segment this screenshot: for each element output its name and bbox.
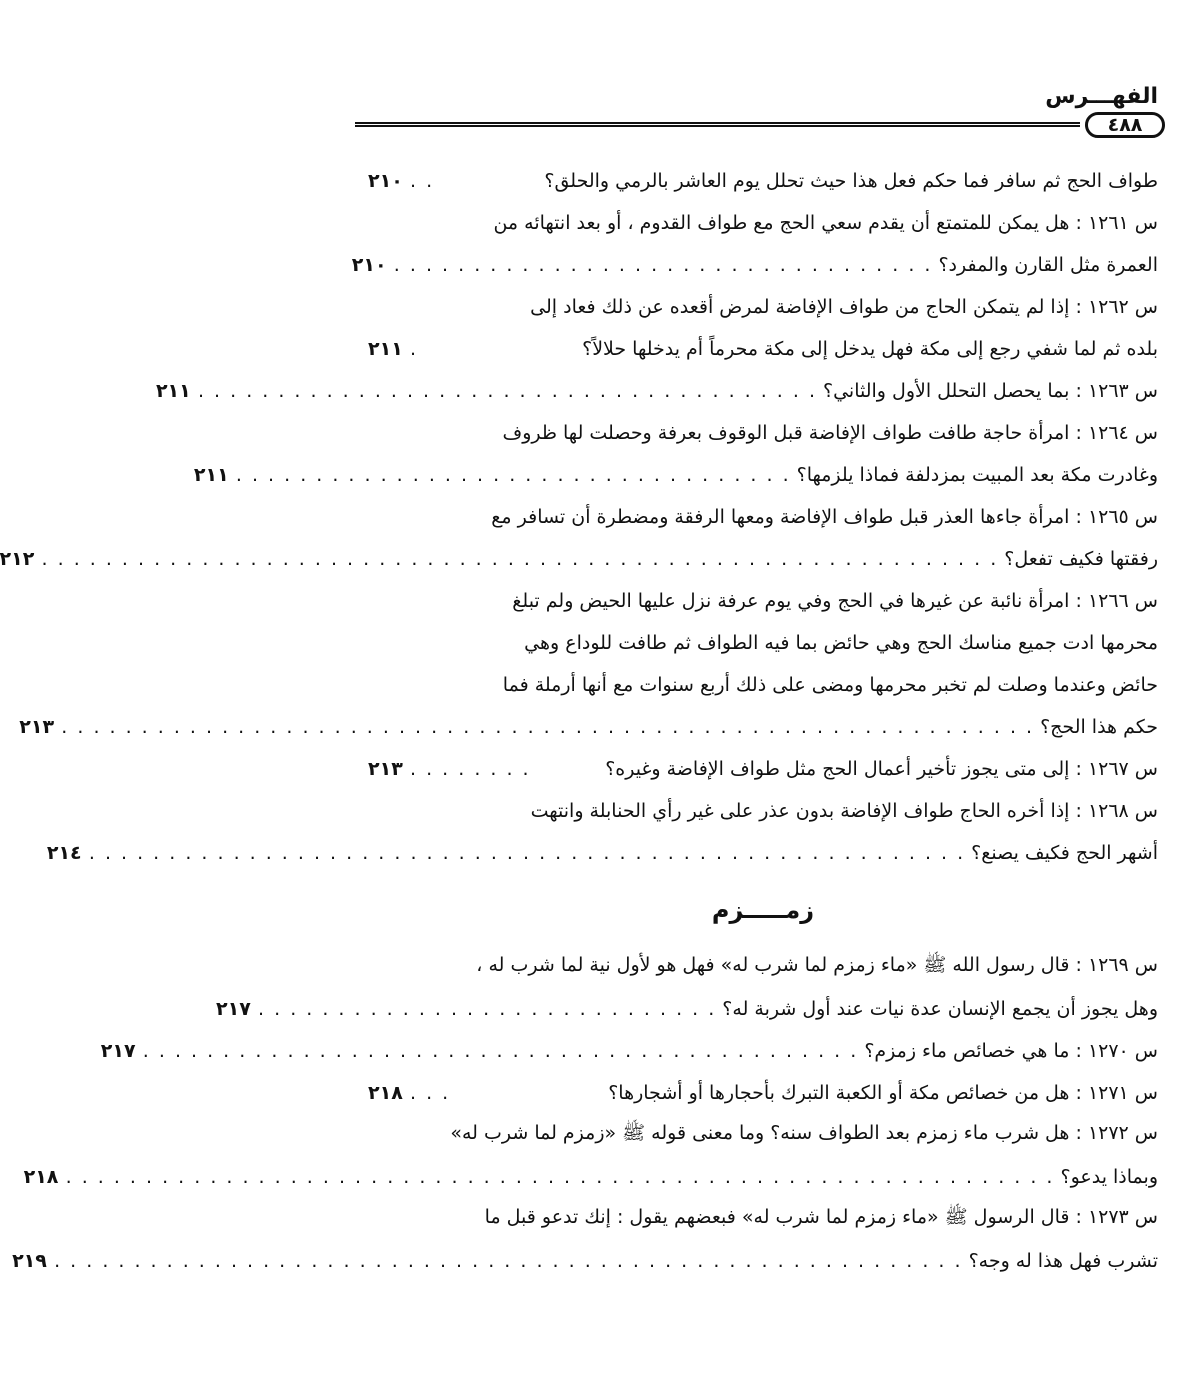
index-entry-line [368,412,1158,454]
section-title-zamzam: زمـــــزم [711,896,815,924]
dot-leader: . . . . . . . . . . . . . . . . . . . . . . . . . . . . . . . . . . . . . . . . . . . . . . . . . . . . . . . . . [54,1250,963,1272]
index-entry-text: س ١٢٦٤ : امرأة حاجة طافت طواف الإفاضة قبل الوقوف بعرفة وحصلت لها ظروف [502,422,1158,444]
index-entry-line [368,496,1158,538]
index-entry-text: وغادرت مكة بعد المبيت بمزدلفة فماذا يلزمها؟ [796,464,1158,486]
index-entry-line [368,286,1158,328]
index-entry-line [0,538,1158,580]
index-entry-text: س ١٢٧١ : هل من خصائص مكة أو الكعبة التبرك بأحجارها أو أشجارها؟ [608,1082,1158,1104]
index-entry-page-number: ٢١٧ [216,998,251,1020]
index-entry-line [368,160,1158,202]
index-entry-text: بلده ثم لما شفي رجع إلى مكة فهل يدخل إلى مكة محرماً أم يدخلها حلالاً؟ [582,338,1158,360]
index-entry-line [368,1198,1158,1240]
index-entry-text: العمرة مثل القارن والمفرد؟ [938,254,1158,276]
index-entry-text: س ١٢٦٢ : إذا لم يتمكن الحاج من طواف الإفاضة لمرض أقعده عن ذلك فعاد إلى [530,296,1158,318]
index-entry-line [12,1240,1158,1282]
index-entry-page-number: ٢١٣ [368,758,403,780]
running-header-title: الفهـــرس [1045,84,1158,109]
index-entry-page-number: ٢١٠ [368,170,403,192]
index-entry-text: س ١٢٦٩ : قال رسول الله ﷺ «ماء زمزم لما شرب له» فهل هو لأول نية لما شرب له ، [476,954,1158,976]
index-entry-page-number: ٢١٩ [12,1250,47,1272]
index-entry-page-number: ٢١٨ [23,1166,59,1188]
index-entry-line [368,748,1158,790]
dot-leader: . . . . . . . . [410,758,531,780]
index-entry-line [351,244,1158,286]
header-double-rule [355,122,1080,127]
index-block-hajj [0,160,1158,874]
index-entry-text: س ١٢٦١ : هل يمكن للمتمتع أن يقدم سعي الحج مع طواف القدوم ، أو بعد انتهائه من [493,212,1158,234]
index-entry-page-number: ٢١١ [368,338,403,360]
index-entry-text: تشرب فهل هذا له وجه؟ [968,1250,1158,1272]
index-entry-page-number: ٢١٢ [0,548,35,570]
index-entry-line [216,988,1158,1030]
index-entry-text: س ١٢٦٥ : امرأة جاءها العذر قبل طواف الإفاضة ومعها الرفقة ومضطرة أن تسافر مع [491,506,1158,528]
index-entry-line [100,1030,1158,1072]
dot-leader: . . [410,170,435,192]
index-entry-text: وبماذا يدعو؟ [1060,1166,1158,1188]
index-entry-page-number: ٢١٤ [46,842,82,864]
index-entry-text: س ١٢٧٣ : قال الرسول ﷺ «ماء زمزم لما شرب له» فبعضهم يقول : إنك تدعو قبل ما [484,1206,1158,1228]
index-entry-page-number: ٢١٠ [351,254,387,276]
index-content [0,160,1158,1282]
index-entry-text: محرمها ادت جميع مناسك الحج وهي حائض بما فيه الطواف ثم طافت للوداع وهي [524,632,1158,654]
dot-leader: . . . . . . . . . . . . . . . . . . . . . . . . . . . . . . . . . . . . . . . [197,380,817,402]
index-entry-text: وهل يجوز أن يجمع الإنسان عدة نيات عند أول شربة له؟ [722,998,1158,1020]
index-entry-text: س ١٢٦٣ : بما يحصل التحلل الأول والثاني؟ [823,380,1158,402]
index-entry-line [368,664,1158,706]
index-entry-text: حائض وعندما وصلت لم تخبر محرمها ومضى على ذلك أربع سنوات مع أنها أرملة فما [502,674,1158,696]
index-entry-line [368,202,1158,244]
index-entry-line [46,832,1158,874]
index-entry-page-number: ٢١٨ [368,1082,403,1104]
index-entry-page-number: ٢١١ [193,464,229,486]
dot-leader: . . . . . . . . . . . . . . . . . . . . . . . . . . . . . . . . . . . . . . . . . . . . . . . . . . . . . . . . . . . . . . [65,1166,1055,1188]
index-entry-text: س ١٢٦٦ : امرأة نائبة عن غيرها في الحج وفي يوم عرفة نزل عليها الحيض ولم تبلغ [512,590,1158,612]
dot-leader: . . . . . . . . . . . . . . . . . . . . . . . . . . . . . . . . . . . . . . . . . . . . . . . . . . . . . . . [88,842,966,864]
index-entry-text: رفقتها فكيف تفعل؟ [1004,548,1158,570]
index-entry-text: س ١٢٦٨ : إذا أخره الحاج طواف الإفاضة بدون عذر على غير رأي الحنابلة وانتهت [530,800,1158,822]
index-entry-line [368,946,1158,988]
dot-leader: . . . . . . . . . . . . . . . . . . . . . . . . . . . . . . . . . . . . . . . . . . . . . . . . . . . . . . . . . . . . . [61,716,1035,738]
index-entry-page-number: ٢١٧ [100,1040,136,1062]
dot-leader: . . . [410,1082,451,1104]
index-entry-line [368,622,1158,664]
index-entry-line [368,1114,1158,1156]
index-entry-line [193,454,1158,496]
dot-leader: . [410,338,419,360]
index-block-zamzam [12,946,1158,1282]
dot-leader: . . . . . . . . . . . . . . . . . . . . . . . . . . . . . . . . . . . . . . . . . . . . . . . . . . . . . . . . . . . . [41,548,999,570]
index-entry-line [368,790,1158,832]
dot-leader: . . . . . . . . . . . . . . . . . . . . . . . . . . . . . [258,998,717,1020]
dot-leader: . . . . . . . . . . . . . . . . . . . . . . . . . . . . . . . . . . [393,254,933,276]
index-entry-text: طواف الحج ثم سافر فما حكم فعل هذا حيث تحلل يوم العاشر بالرمي والحلق؟ [544,170,1158,192]
index-entry-line [23,1156,1158,1198]
index-entry-line [19,706,1158,748]
dot-leader: . . . . . . . . . . . . . . . . . . . . . . . . . . . . . . . . . . . [235,464,791,486]
page-number-badge: ٤٨٨ [1085,112,1165,138]
index-entry-text: س ١٢٧٠ : ما هي خصائص ماء زمزم؟ [864,1040,1158,1062]
index-entry-line [368,328,1158,370]
index-entry-line [368,580,1158,622]
index-entry-line [155,370,1158,412]
index-entry-text: حكم هذا الحج؟ [1040,716,1158,738]
index-entry-text: س ١٢٦٧ : إلى متى يجوز تأخير أعمال الحج مثل طواف الإفاضة وغيره؟ [605,758,1158,780]
index-entry-page-number: ٢١١ [155,380,191,402]
index-entry-text: أشهر الحج فكيف يصنع؟ [971,842,1158,864]
index-entry-line [368,1072,1158,1114]
dot-leader: . . . . . . . . . . . . . . . . . . . . . . . . . . . . . . . . . . . . . . . . . . . . . [142,1040,859,1062]
index-entry-page-number: ٢١٣ [19,716,55,738]
index-entry-text: س ١٢٧٢ : هل شرب ماء زمزم بعد الطواف سنه؟ وما معنى قوله ﷺ «زمزم لما شرب له» [450,1122,1158,1144]
